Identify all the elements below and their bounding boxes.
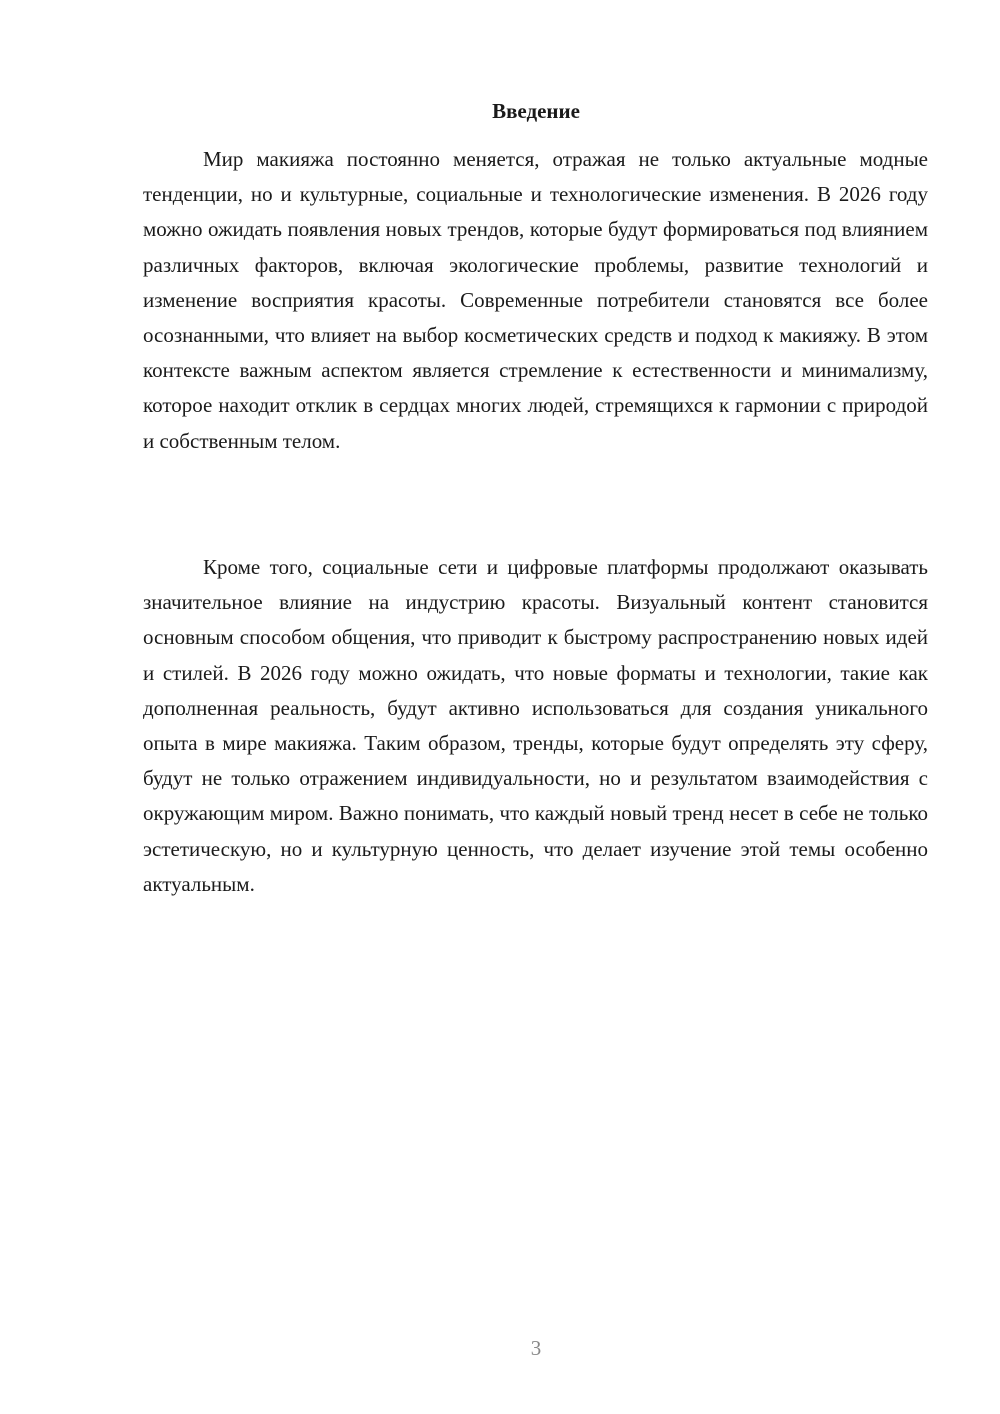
paragraph-2: Кроме того, социальные сети и цифровые платформы продолжают оказывать значительное влияние на индустрию красоты. Визуальный контент становится основным способом общения, что приводит к быстрому распространению новых идей и стилей. В 2026 году можно ожидать, что новые форматы и технологии, такие как дополненная реальность, будут активно использоваться для создания уникального опыта в мире макияжа. Таким образом, тренды, которые будут определять эту сферу, будут не только отражением индивидуальности, но и результатом взаимодействия с окружающим миром. Важно понимать, что каждый новый тренд несет в себе не только эстетическую, но и культурную ценность, что делает изучение этой темы особенно актуальным. [143,555,928,896]
section-heading: Введение [492,99,580,123]
paragraph-1: Мир макияжа постоянно меняется, отражая не только актуальные модные тенденции, но и культурные, социальные и технологические изменения. В 2026 году можно ожидать появления новых трендов, которые будут формироваться под влиянием различных факторов, включая экологические проблемы, развитие технологий и изменение восприятия красоты. Современные потребители становятся все более осознанными, что влияет на выбор косметических средств и подход к макияжу. В этом контексте важным аспектом является стремление к естественности и минимализму, которое находит отклик в сердцах многих людей, стремящихся к гармонии с природой и собственным телом. [143,147,928,453]
page-number: 3 [530,1336,542,1360]
